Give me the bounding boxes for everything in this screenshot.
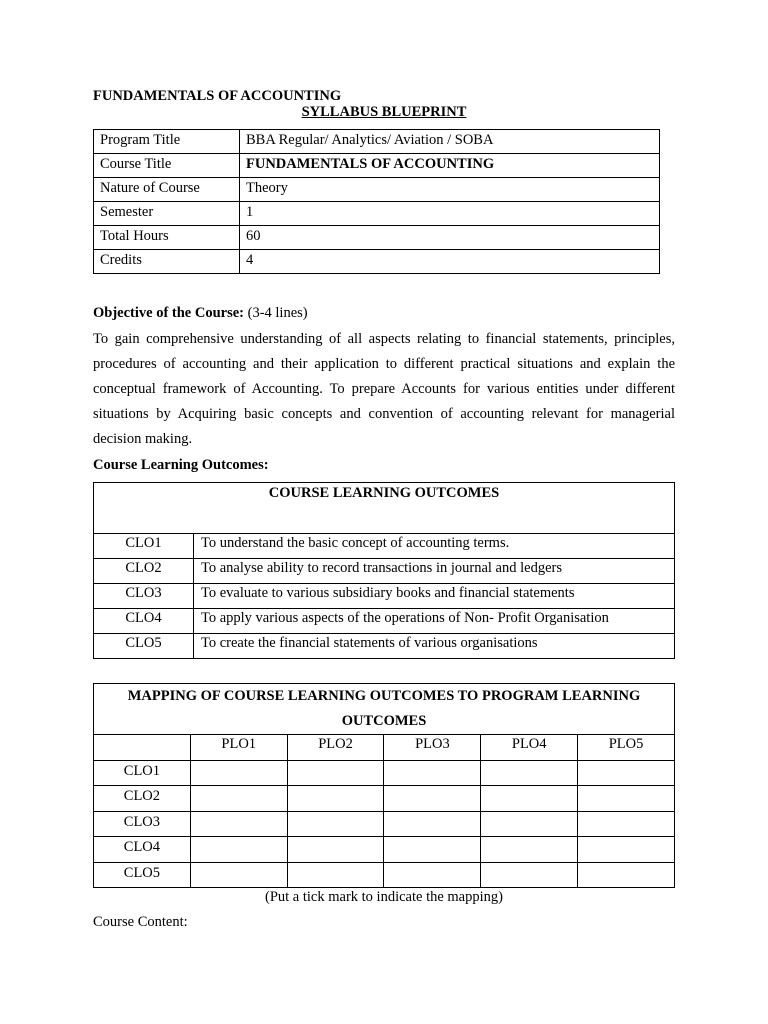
mapping-row-label: CLO2 [94, 786, 191, 812]
mapping-row [94, 811, 675, 837]
info-label: Course Title [94, 154, 240, 178]
info-value: 60 [240, 226, 660, 250]
plo-column-header: PLO2 [287, 735, 384, 761]
info-label: Program Title [94, 130, 240, 154]
objective-heading [93, 305, 308, 322]
mapping-header-row [94, 735, 675, 761]
mapping-title-row [94, 684, 675, 735]
clo-code: CLO1 [94, 534, 194, 559]
clo-description: To evaluate to various subsidiary books and financial statements [194, 584, 675, 609]
mapping-row-label: CLO3 [94, 811, 191, 837]
info-value: Theory [240, 178, 660, 202]
info-value: FUNDAMENTALS OF ACCOUNTING [240, 154, 660, 178]
clo-row [94, 609, 675, 634]
mapping-note: (Put a tick mark to indicate the mapping) [265, 889, 503, 905]
mapping-cell [578, 862, 675, 888]
clo-code: CLO4 [94, 609, 194, 634]
mapping-cell [287, 862, 384, 888]
mapping-cell [481, 837, 578, 863]
mapping-corner-cell [94, 735, 191, 761]
plo-column-header: PLO5 [578, 735, 675, 761]
plo-column-header: PLO4 [481, 735, 578, 761]
mapping-table-title: MAPPING OF COURSE LEARNING OUTCOMES TO PROGRAM LEARNING OUTCOMES [94, 684, 675, 735]
blueprint-heading [93, 104, 675, 120]
mapping-cell [578, 760, 675, 786]
clo-table-title: COURSE LEARNING OUTCOMES [94, 483, 675, 534]
blueprint-title: SYLLABUS BLUEPRINT [301, 104, 467, 120]
mapping-cell [578, 811, 675, 837]
mapping-cell [190, 760, 287, 786]
mapping-cell [481, 862, 578, 888]
mapping-cell [190, 862, 287, 888]
info-value: BBA Regular/ Analytics/ Aviation / SOBA [240, 130, 660, 154]
mapping-cell [190, 837, 287, 863]
mapping-cell [578, 786, 675, 812]
clo-code: CLO3 [94, 584, 194, 609]
clo-code: CLO2 [94, 559, 194, 584]
info-label: Nature of Course [94, 178, 240, 202]
clo-row [94, 559, 675, 584]
info-value: 4 [240, 250, 660, 274]
clo-row [94, 634, 675, 659]
mapping-row [94, 862, 675, 888]
mapping-cell [287, 837, 384, 863]
mapping-cell [481, 786, 578, 812]
mapping-row-label: CLO4 [94, 837, 191, 863]
mapping-cell [481, 811, 578, 837]
mapping-cell [287, 811, 384, 837]
mapping-cell [384, 862, 481, 888]
mapping-cell [190, 811, 287, 837]
mapping-cell [384, 760, 481, 786]
objective-label: Objective of the Course: [93, 305, 244, 321]
clo-table [93, 482, 675, 659]
mapping-cell [287, 760, 384, 786]
clo-description: To understand the basic concept of accounting terms. [194, 534, 675, 559]
info-row [94, 178, 660, 202]
mapping-row [94, 837, 675, 863]
mapping-row [94, 760, 675, 786]
mapping-cell [481, 760, 578, 786]
clo-table-header-row [94, 483, 675, 534]
clo-description: To analyse ability to record transactions in journal and ledgers [194, 559, 675, 584]
mapping-row-label: CLO5 [94, 862, 191, 888]
info-row [94, 202, 660, 226]
info-value: 1 [240, 202, 660, 226]
clo-row [94, 534, 675, 559]
objective-paragraph: To gain comprehensive understanding of all aspects relating to financial statements, principles, procedures of accounting and their application to different practical situations and explain the conceptual framework of Accounting. To prepare Accounts for various entities under different situations by Acquiring basic concepts and convention of accounting relevant for managerial decision making. [93, 331, 675, 447]
course-content-heading: Course Content: [93, 914, 188, 930]
info-label: Total Hours [94, 226, 240, 250]
info-row [94, 226, 660, 250]
plo-column-header: PLO1 [190, 735, 287, 761]
clo-plo-mapping-table [93, 683, 675, 888]
info-row [94, 154, 660, 178]
course-name-heading: FUNDAMENTALS OF ACCOUNTING [93, 88, 342, 104]
mapping-cell [578, 837, 675, 863]
clo-row [94, 584, 675, 609]
clo-code: CLO5 [94, 634, 194, 659]
info-label: Credits [94, 250, 240, 274]
mapping-row-label: CLO1 [94, 760, 191, 786]
clo-description: To create the financial statements of various organisations [194, 634, 675, 659]
course-info-table [93, 129, 660, 274]
clo-description: To apply various aspects of the operations of Non- Profit Organisation [194, 609, 675, 634]
mapping-cell [287, 786, 384, 812]
info-label: Semester [94, 202, 240, 226]
clo-heading: Course Learning Outcomes: [93, 457, 269, 473]
mapping-cell [190, 786, 287, 812]
objective-note: (3-4 lines) [244, 305, 308, 321]
info-row [94, 250, 660, 274]
mapping-row [94, 786, 675, 812]
info-row [94, 130, 660, 154]
mapping-cell [384, 786, 481, 812]
mapping-cell [384, 837, 481, 863]
plo-column-header: PLO3 [384, 735, 481, 761]
mapping-cell [384, 811, 481, 837]
